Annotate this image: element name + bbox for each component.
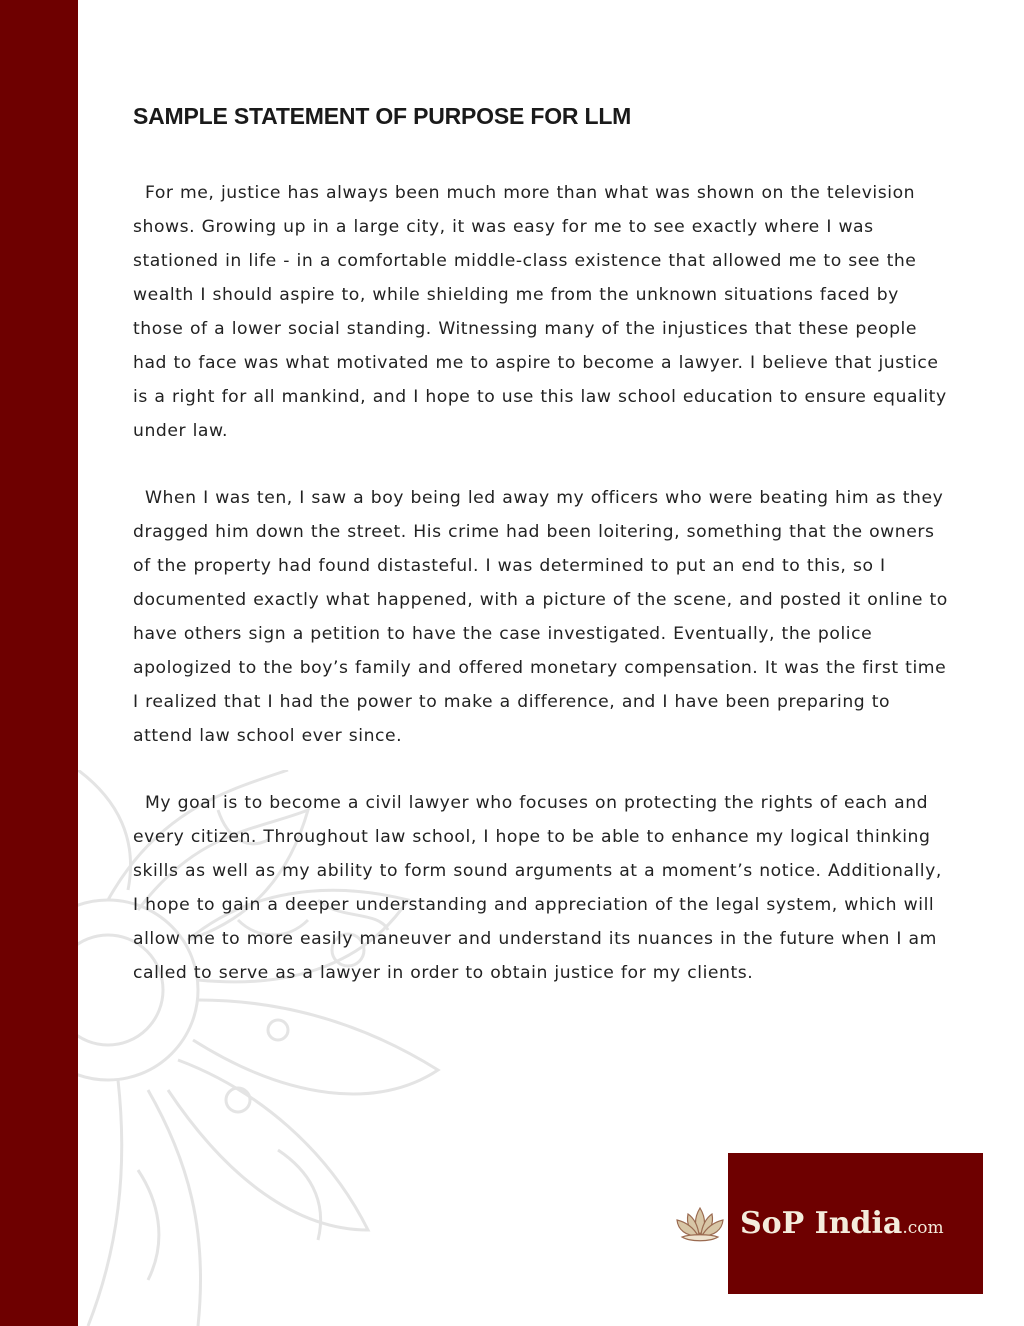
paragraph-3: My goal is to become a civil lawyer who focuses on protecting the rights of each and every citizen. Throughout law school, I hope to be able to enhance my logical thinking skills as well as my ability to form sound arguments at a moment’s notice. Additionally, I hope to gain a deeper understanding and appreciation of the legal system, which will allow me to more easily maneuver and understand its nuances in the future when I am called to serve as a lawyer in order to obtain justice for my clients. [133,793,942,983]
lotus-icon [672,1204,728,1244]
logo-wordmark [740,1206,944,1241]
logo-name: SoP India [740,1206,903,1241]
paragraph-2: When I was ten, I saw a boy being led away my officers who were beating him as they dragged him down the street. His crime had been loitering, something that the owners of the property had found distasteful. I was determined to put an end to this, so I documented exactly what happened, with a picture of the scene, and posted it online to have others sign a petition to have the case investigated. Eventually, the police apologized to the boy’s family and offered monetary compensation. It was the first time I realized that I had the power to make a difference, and I have been preparing to attend law school ever since. [133,488,948,746]
sidebar-stripe [0,0,78,1326]
page-title: SAMPLE STATEMENT OF PURPOSE FOR LLM [133,103,632,129]
logo-suffix: .com [902,1218,944,1238]
paragraph-1: For me, justice has always been much more than what was shown on the television shows. Growing up in a large city, it was easy for me to see exactly where I was stationed in life - in a comfortable middle-class existence that allowed me to see the wealth I should aspire to, while shielding me from the unknown situations faced by those of a lower social standing. Witnessing many of the injustices that these people had to face was what motivated me to aspire to become a lawyer. I believe that justice is a right for all mankind, and I hope to use this law school education to ensure equality under law. [133,183,947,441]
